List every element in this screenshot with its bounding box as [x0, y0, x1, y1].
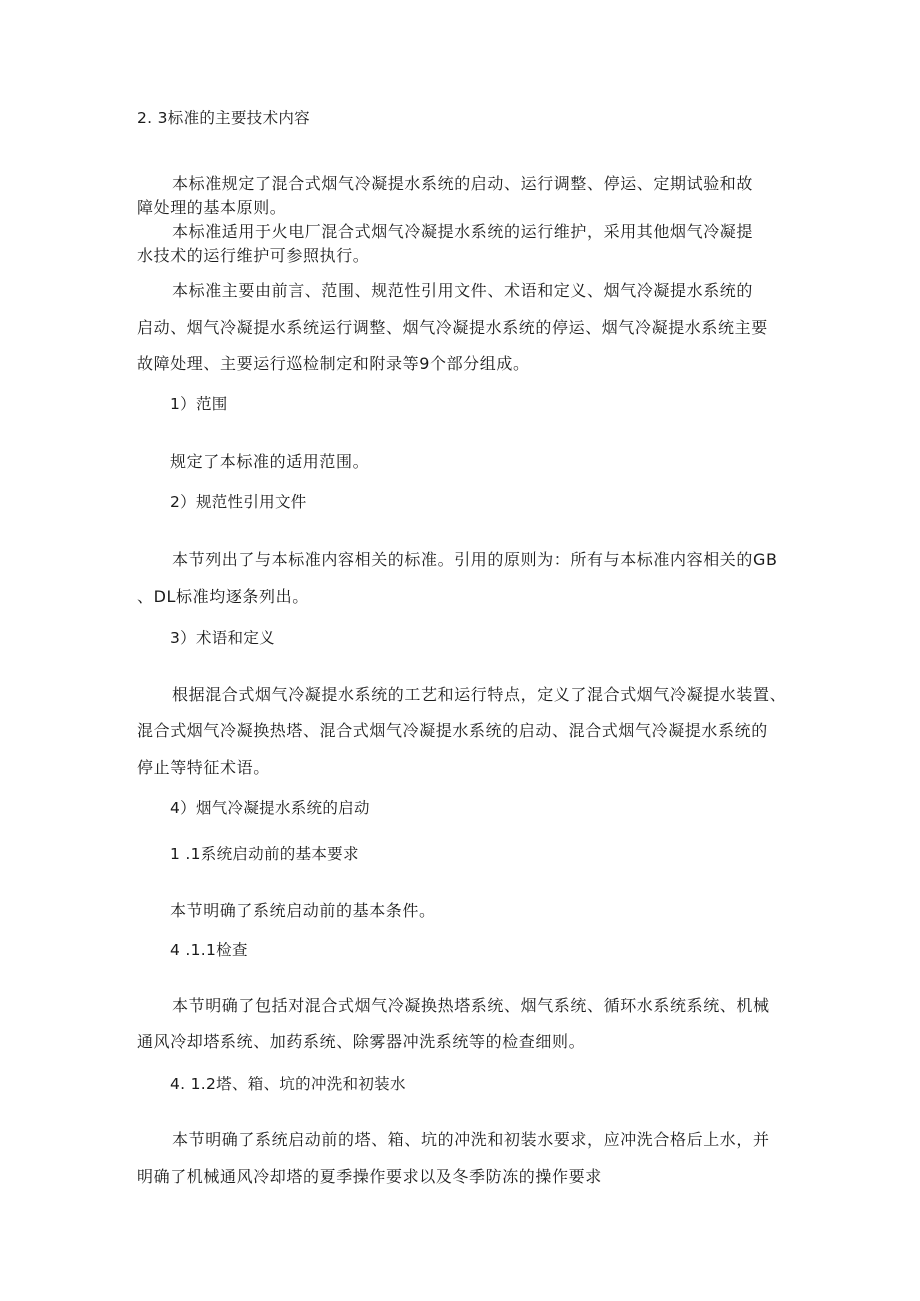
intro-paragraph-line: 水技术的运行维护可参照执行。	[137, 246, 370, 265]
startup-subsection-1-1-heading: 4 .1.1检查	[170, 941, 248, 959]
startup-heading: 4）烟气冷凝提水系统的启动	[170, 799, 370, 817]
section-heading: 2. 3标准的主要技术内容	[137, 109, 310, 127]
intro-paragraph-line: 故障处理、主要运行巡检制定和附录等9个部分组成。	[137, 354, 530, 373]
intro-paragraph-line: 障处理的基本原则。	[137, 198, 287, 217]
normative-refs-heading: 2）规范性引用文件	[170, 493, 307, 511]
normative-refs-body-line: 、DL标准均逐条列出。	[137, 587, 309, 606]
terms-body-line: 根据混合式烟气冷凝提水系统的工艺和运行特点，定义了混合式烟气冷凝提水装置、	[172, 685, 787, 704]
startup-subsection-1-2-body-line: 本节明确了系统启动前的塔、箱、坑的冲洗和初装水要求，应冲洗合格后上水，并	[172, 1130, 770, 1149]
startup-subsection-1-2-body-line: 明确了机械通风冷却塔的夏季操作要求以及冬季防冻的操作要求	[137, 1167, 602, 1186]
startup-subsection-1-1-body-line: 通风冷却塔系统、加药系统、除雾器冲洗系统等的检查细则。	[137, 1032, 586, 1051]
intro-paragraph-line: 本标准主要由前言、范围、规范性引用文件、术语和定义、烟气冷凝提水系统的	[172, 281, 754, 300]
intro-paragraph-line: 本标准适用于火电厂混合式烟气冷凝提水系统的运行维护，采用其他烟气冷凝提	[172, 222, 754, 241]
intro-paragraph-line: 本标准规定了混合式烟气冷凝提水系统的启动、运行调整、停运、定期试验和故	[172, 174, 754, 193]
startup-subsection-1-2-heading: 4. 1.2塔、箱、坑的冲洗和初装水	[170, 1075, 406, 1093]
startup-subsection-1-body: 本节明确了系统启动前的基本条件。	[170, 901, 436, 920]
startup-subsection-1-1-body-line: 本节明确了包括对混合式烟气冷凝换热塔系统、烟气系统、循环水系统系统、机械	[172, 996, 770, 1015]
intro-paragraph-line: 启动、烟气冷凝提水系统运行调整、烟气冷凝提水系统的停运、烟气冷凝提水系统主要	[137, 318, 768, 337]
scope-heading: 1）范围	[170, 395, 228, 413]
startup-subsection-1-heading: 1 .1系统启动前的基本要求	[170, 845, 359, 863]
scope-body-line: 规定了本标准的适用范围。	[170, 452, 370, 471]
terms-body-line: 停止等特征术语。	[137, 758, 270, 777]
terms-heading: 3）术语和定义	[170, 629, 275, 647]
terms-body-line: 混合式烟气冷凝换热塔、混合式烟气冷凝提水系统的启动、混合式烟气冷凝提水系统的	[137, 721, 768, 740]
normative-refs-body-line: 本节列出了与本标准内容相关的标准。引用的原则为：所有与本标准内容相关的GB	[172, 550, 778, 569]
